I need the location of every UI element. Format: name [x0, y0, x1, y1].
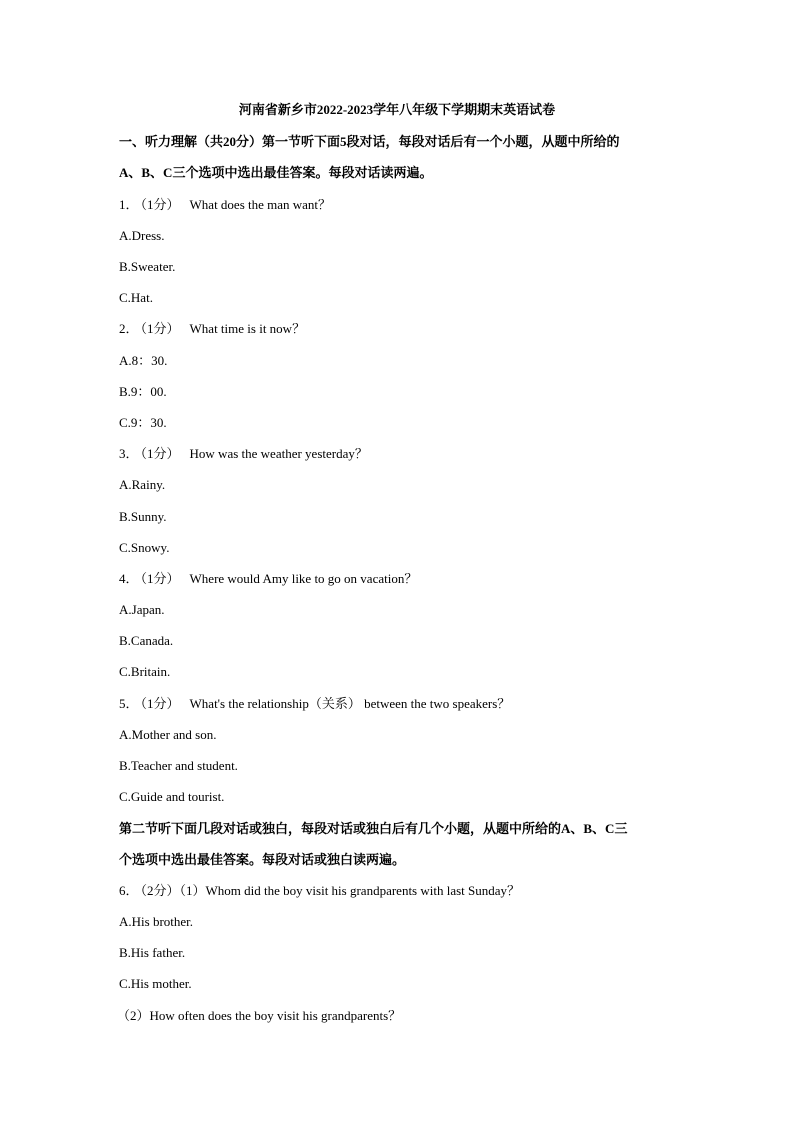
- question-points: （1分）: [140, 571, 180, 586]
- section1-instruction-line2: A、B、C三个选项中选出最佳答案。每段对话读两遍。: [119, 165, 433, 180]
- question-points: （2分）: [140, 883, 180, 898]
- question-text: Where would Amy like to go on vacation？: [189, 571, 418, 586]
- question-1: [119, 196, 331, 214]
- option-c: C.Hat.: [119, 290, 153, 305]
- question-number: 5．: [119, 696, 139, 711]
- question-text: What time is it now？: [189, 321, 306, 336]
- option-b: B.Sweater.: [119, 259, 176, 274]
- question-2: [119, 320, 305, 338]
- question-text: How was the weather yesterday？: [189, 446, 368, 461]
- question-points: （1分）: [140, 446, 180, 461]
- section2-instruction-line1: 第二节听下面几段对话或独白，每段对话或独白后有几个小题，从题中所给的A、B、C三: [119, 821, 628, 836]
- option-b: B.Sunny.: [119, 509, 167, 524]
- question-3: [119, 445, 368, 463]
- option-a: A.Japan.: [119, 602, 165, 617]
- section2-instruction-line2: 个选项中选出最佳答案。每段对话或独白读两遍。: [119, 852, 406, 867]
- option-a: A.His brother.: [119, 914, 194, 929]
- option-a: A.8：30.: [119, 353, 168, 368]
- question-points: （1分）: [140, 197, 180, 212]
- option-b: B.9：00.: [119, 384, 167, 399]
- option-b: B.His father.: [119, 945, 186, 960]
- option-a: A.Rainy.: [119, 477, 166, 492]
- question-number: 3．: [119, 446, 139, 461]
- option-c: C.Britain.: [119, 664, 171, 679]
- option-c: C.His mother.: [119, 976, 192, 991]
- question-number: 1．: [119, 197, 139, 212]
- question-text: （1）Whom did the boy visit his grandparents with last Sunday？: [179, 883, 521, 898]
- question-number: 2．: [119, 321, 139, 336]
- option-a: A.Dress.: [119, 228, 165, 243]
- question-number: 4．: [119, 571, 139, 586]
- option-b: B.Canada.: [119, 633, 174, 648]
- option-a: A.Mother and son.: [119, 727, 217, 742]
- option-c: C.Guide and tourist.: [119, 789, 225, 804]
- question-text: What does the man want？: [189, 197, 332, 212]
- section1-instruction-line1: 一、听力理解（共20分）第一节听下面5段对话，每段对话后有一个小题，从题中所给的: [119, 134, 620, 149]
- question-number: 6．: [119, 883, 139, 898]
- option-c: C.9：30.: [119, 415, 167, 430]
- question-4: [119, 570, 417, 588]
- page-title: 河南省新乡市2022-2023学年八年级下学期期末英语试卷: [238, 102, 556, 117]
- option-b: B.Teacher and student.: [119, 758, 238, 773]
- question-text: What's the relationship（关系） between the two speakers？: [189, 696, 511, 711]
- question-5: [119, 695, 510, 713]
- question-points: （1分）: [140, 321, 180, 336]
- option-c: C.Snowy.: [119, 540, 170, 555]
- question-6: [119, 882, 520, 900]
- question-6-sub-2: （2）How often does the boy visit his grandparents？: [117, 1008, 402, 1023]
- question-points: （1分）: [140, 696, 180, 711]
